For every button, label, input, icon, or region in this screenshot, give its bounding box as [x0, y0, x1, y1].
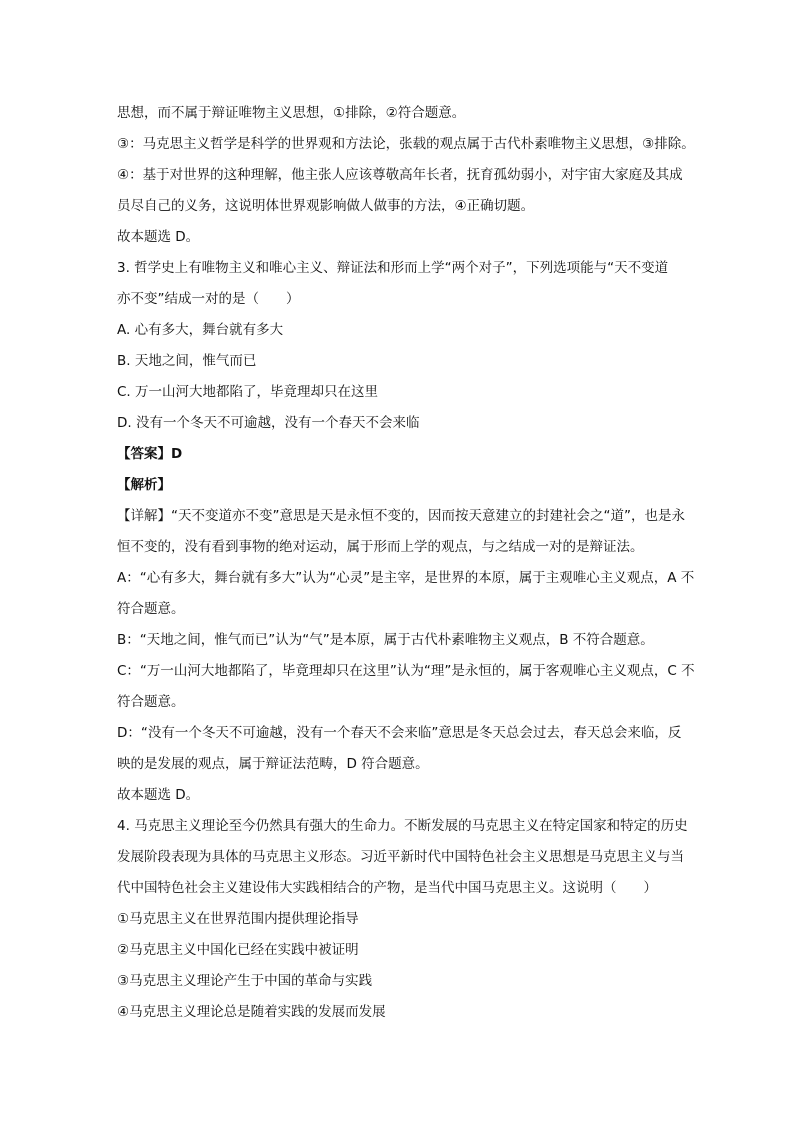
- statement-2: ②马克思主义中国化已经在实践中被证明: [117, 942, 359, 958]
- question-3-stem: 亦不变”结成一对的是（ ）: [117, 291, 300, 307]
- statement-3: ③马克思主义理论产生于中国的革命与实践: [117, 973, 373, 989]
- question-4-stem: 发展阶段表现为具体的马克思主义形态。习近平新时代中国特色社会主义思想是马克思主义与当: [117, 849, 684, 865]
- explanation-line: C：“万一山河大地都陷了，毕竟理却只在这里”认为“理”是永恒的，属于客观唯心主义观点，C 不: [117, 663, 695, 679]
- question-4-stem: 代中国特色社会主义建设伟大实践相结合的产物，是当代中国马克思主义。这说明（ ）: [117, 880, 657, 896]
- answer-heading: 【答案】D: [117, 446, 183, 462]
- explanation-line: B：“天地之间，惟气而已”认为“气”是本原，属于古代朴素唯物主义观点，B 不符合题意。: [117, 632, 654, 648]
- option-c: C. 万一山河大地都陷了，毕竟理却只在这里: [117, 384, 379, 400]
- analysis-heading: 【解析】: [117, 477, 171, 493]
- option-b: B. 天地之间，惟气而已: [117, 353, 257, 369]
- text-line: ③：马克思主义哲学是科学的世界观和方法论，张载的观点属于古代朴素唯物主义思想，③排除。: [117, 136, 695, 152]
- explanation-line: A：“心有多大，舞台就有多大”认为“心灵”是主宰，是世界的本原，属于主观唯心主义观点，A 不: [117, 570, 695, 586]
- question-3-stem: 3. 哲学史上有唯物主义和唯心主义、辩证法和形而上学“两个对子”，下列选项能与“天不变道: [117, 260, 669, 276]
- explanation-line: 符合题意。: [117, 694, 185, 710]
- text-line: ④：基于对世界的这种理解，他主张人应该尊敬高年长者，抚育孤幼弱小，对宇宙大家庭及其成: [117, 167, 683, 183]
- question-4-stem: 4. 马克思主义理论至今仍然具有强大的生命力。不断发展的马克思主义在特定国家和特定的历史: [117, 818, 688, 834]
- text-line: 思想，而不属于辩证唯物主义思想，①排除，②符合题意。: [117, 105, 466, 121]
- statement-1: ①马克思主义在世界范围内提供理论指导: [117, 911, 359, 927]
- explanation-line: 【详解】“天不变道亦不变”意思是天是永恒不变的，因而按天意建立的封建社会之“道”，也是永: [117, 508, 685, 524]
- statement-4: ④马克思主义理论总是随着实践的发展而发展: [117, 1004, 386, 1020]
- text-line: 故本题选 D。: [117, 229, 200, 245]
- explanation-line: 符合题意。: [117, 601, 185, 617]
- explanation-line: D：“没有一个冬天不可逾越，没有一个春天不会来临”意思是冬天总会过去，春天总会来临，反: [117, 725, 682, 741]
- text-line: 员尽自己的义务，这说明体世界观影响做人做事的方法，④正确切题。: [117, 198, 535, 214]
- option-a: A. 心有多大，舞台就有多大: [117, 322, 284, 338]
- explanation-line: 故本题选 D。: [117, 787, 200, 803]
- explanation-line: 恒不变的，没有看到事物的绝对运动，属于形而上学的观点，与之结成一对的是辩证法。: [117, 539, 644, 555]
- explanation-line: 映的是发展的观点，属于辩证法范畴，D 符合题意。: [117, 756, 429, 772]
- option-d: D. 没有一个冬天不可逾越，没有一个春天不会来临: [117, 415, 420, 431]
